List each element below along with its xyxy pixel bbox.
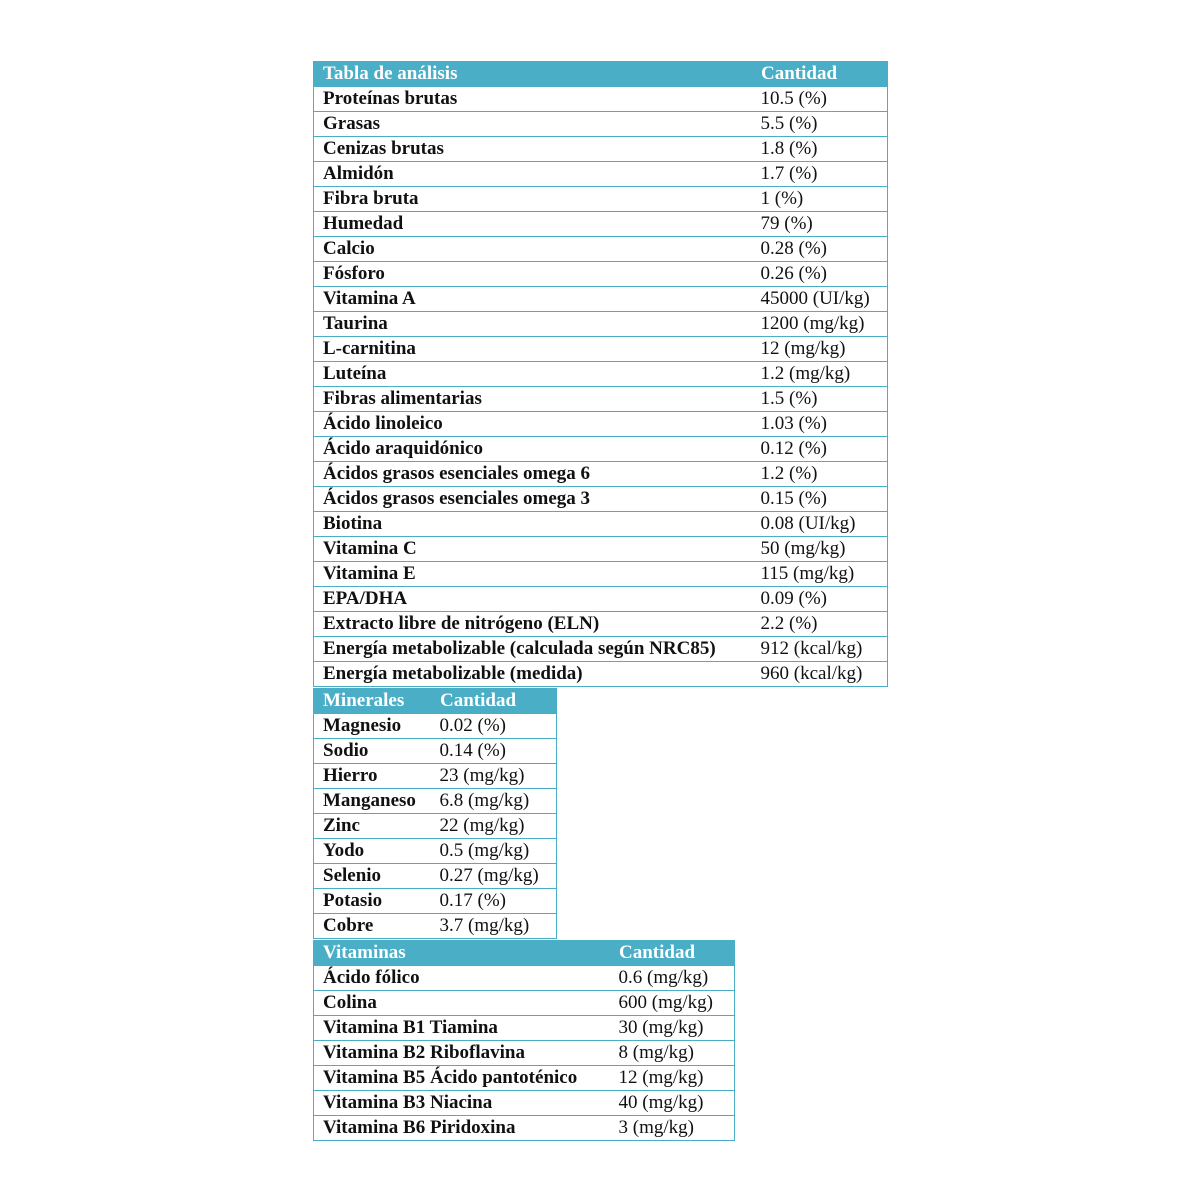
minerals-row-name: Yodo: [314, 839, 431, 864]
analysis-row: [314, 337, 888, 362]
minerals-row-value: 0.17 (%): [431, 889, 557, 914]
analysis-body: [314, 87, 888, 687]
analysis-row-value: 0.26 (%): [752, 262, 888, 287]
vitamins-row-name: Ácido fólico: [314, 966, 610, 991]
analysis-row-value: 5.5 (%): [752, 112, 888, 137]
analysis-row: [314, 237, 888, 262]
minerals-row: [314, 889, 557, 914]
analysis-row-name: Energía metabolizable (calculada según NRC85): [314, 637, 752, 662]
analysis-row-name: Ácidos grasos esenciales omega 6: [314, 462, 752, 487]
analysis-row: [314, 412, 888, 437]
minerals-row: [314, 714, 557, 739]
minerals-row: [314, 739, 557, 764]
analysis-row-value: 12 (mg/kg): [752, 337, 888, 362]
analysis-row-value: 0.15 (%): [752, 487, 888, 512]
analysis-row-name: Extracto libre de nitrógeno (ELN): [314, 612, 752, 637]
minerals-row: [314, 864, 557, 889]
analysis-row: [314, 387, 888, 412]
analysis-row-value: 1.5 (%): [752, 387, 888, 412]
minerals-row-value: 3.7 (mg/kg): [431, 914, 557, 939]
vitamins-row: [314, 1041, 735, 1066]
minerals-row-name: Potasio: [314, 889, 431, 914]
vitamins-row: [314, 1116, 735, 1141]
vitamins-body: [314, 966, 735, 1141]
vitamins-row-value: 3 (mg/kg): [610, 1116, 735, 1141]
analysis-row-name: Grasas: [314, 112, 752, 137]
analysis-row-name: Vitamina A: [314, 287, 752, 312]
analysis-header-name: Tabla de análisis: [314, 62, 752, 87]
minerals-row-name: Hierro: [314, 764, 431, 789]
minerals-row-name: Sodio: [314, 739, 431, 764]
minerals-row-name: Magnesio: [314, 714, 431, 739]
vitamins-row: [314, 1091, 735, 1116]
minerals-row-value: 0.02 (%): [431, 714, 557, 739]
analysis-row-name: Luteína: [314, 362, 752, 387]
vitamins-row-value: 0.6 (mg/kg): [610, 966, 735, 991]
minerals-row-value: 23 (mg/kg): [431, 764, 557, 789]
minerals-row-name: Manganeso: [314, 789, 431, 814]
analysis-row-name: Fibra bruta: [314, 187, 752, 212]
analysis-row-value: 1.2 (mg/kg): [752, 362, 888, 387]
vitamins-row-value: 40 (mg/kg): [610, 1091, 735, 1116]
minerals-header-row: [314, 689, 557, 714]
analysis-row-name: Taurina: [314, 312, 752, 337]
analysis-row: [314, 137, 888, 162]
analysis-row: [314, 612, 888, 637]
analysis-row-value: 50 (mg/kg): [752, 537, 888, 562]
analysis-row-value: 1.03 (%): [752, 412, 888, 437]
analysis-row-name: Ácido linoleico: [314, 412, 752, 437]
minerals-row: [314, 839, 557, 864]
vitamins-row: [314, 991, 735, 1016]
analysis-row-value: 0.28 (%): [752, 237, 888, 262]
minerals-row-value: 0.27 (mg/kg): [431, 864, 557, 889]
analysis-row-value: 0.12 (%): [752, 437, 888, 462]
analysis-row-name: Energía metabolizable (medida): [314, 662, 752, 687]
analysis-row-value: 79 (%): [752, 212, 888, 237]
analysis-row-value: 1.7 (%): [752, 162, 888, 187]
analysis-row-value: 10.5 (%): [752, 87, 888, 112]
analysis-row-name: L-carnitina: [314, 337, 752, 362]
minerals-row: [314, 764, 557, 789]
analysis-row: [314, 537, 888, 562]
analysis-row-name: Fibras alimentarias: [314, 387, 752, 412]
vitamins-row: [314, 966, 735, 991]
analysis-row-value: 1.2 (%): [752, 462, 888, 487]
vitamins-row-value: 30 (mg/kg): [610, 1016, 735, 1041]
analysis-row-name: EPA/DHA: [314, 587, 752, 612]
analysis-row: [314, 212, 888, 237]
minerals-body: [314, 714, 557, 939]
vitamins-row-name: Vitamina B5 Ácido pantoténico: [314, 1066, 610, 1091]
analysis-row-value: 115 (mg/kg): [752, 562, 888, 587]
vitamins-row-value: 8 (mg/kg): [610, 1041, 735, 1066]
minerals-row: [314, 814, 557, 839]
minerals-row-value: 22 (mg/kg): [431, 814, 557, 839]
analysis-row-value: 0.08 (UI/kg): [752, 512, 888, 537]
analysis-row: [314, 512, 888, 537]
analysis-row: [314, 462, 888, 487]
vitamins-row-name: Vitamina B2 Riboflavina: [314, 1041, 610, 1066]
analysis-row-name: Ácidos grasos esenciales omega 3: [314, 487, 752, 512]
analysis-row: [314, 87, 888, 112]
analysis-row: [314, 637, 888, 662]
minerals-row-name: Selenio: [314, 864, 431, 889]
analysis-row-value: 45000 (UI/kg): [752, 287, 888, 312]
analysis-row-value: 960 (kcal/kg): [752, 662, 888, 687]
minerals-table: [313, 688, 557, 939]
analysis-row: [314, 162, 888, 187]
minerals-header-value: Cantidad: [431, 689, 557, 714]
analysis-row: [314, 487, 888, 512]
vitamins-row-name: Colina: [314, 991, 610, 1016]
vitamins-header-value: Cantidad: [610, 941, 735, 966]
minerals-row-value: 0.14 (%): [431, 739, 557, 764]
minerals-row: [314, 914, 557, 939]
analysis-row-name: Biotina: [314, 512, 752, 537]
minerals-row-name: Zinc: [314, 814, 431, 839]
vitamins-row-value: 600 (mg/kg): [610, 991, 735, 1016]
analysis-row: [314, 562, 888, 587]
analysis-row: [314, 312, 888, 337]
vitamins-row-name: Vitamina B1 Tiamina: [314, 1016, 610, 1041]
vitamins-row-value: 12 (mg/kg): [610, 1066, 735, 1091]
analysis-header-value: Cantidad: [752, 62, 888, 87]
analysis-row-name: Calcio: [314, 237, 752, 262]
analysis-row-value: 1.8 (%): [752, 137, 888, 162]
analysis-header-row: [314, 62, 888, 87]
analysis-row-value: 2.2 (%): [752, 612, 888, 637]
analysis-row-value: 1 (%): [752, 187, 888, 212]
vitamins-header-name: Vitaminas: [314, 941, 610, 966]
vitamins-header-row: [314, 941, 735, 966]
vitamins-row: [314, 1066, 735, 1091]
analysis-row: [314, 187, 888, 212]
analysis-row: [314, 662, 888, 687]
vitamins-table: [313, 940, 735, 1141]
analysis-table: [313, 61, 888, 687]
analysis-row: [314, 287, 888, 312]
minerals-row-name: Cobre: [314, 914, 431, 939]
analysis-row-name: Proteínas brutas: [314, 87, 752, 112]
analysis-row: [314, 112, 888, 137]
minerals-row-value: 0.5 (mg/kg): [431, 839, 557, 864]
minerals-header-name: Minerales: [314, 689, 431, 714]
analysis-row-name: Almidón: [314, 162, 752, 187]
vitamins-row-name: Vitamina B3 Niacina: [314, 1091, 610, 1116]
analysis-row: [314, 362, 888, 387]
analysis-row-name: Fósforo: [314, 262, 752, 287]
analysis-row: [314, 262, 888, 287]
analysis-row-name: Cenizas brutas: [314, 137, 752, 162]
minerals-row-value: 6.8 (mg/kg): [431, 789, 557, 814]
analysis-row-name: Ácido araquidónico: [314, 437, 752, 462]
analysis-row-value: 912 (kcal/kg): [752, 637, 888, 662]
analysis-row-value: 0.09 (%): [752, 587, 888, 612]
analysis-row: [314, 437, 888, 462]
analysis-row: [314, 587, 888, 612]
minerals-row: [314, 789, 557, 814]
analysis-row-name: Vitamina E: [314, 562, 752, 587]
vitamins-row: [314, 1016, 735, 1041]
analysis-row-value: 1200 (mg/kg): [752, 312, 888, 337]
analysis-row-name: Vitamina C: [314, 537, 752, 562]
analysis-row-name: Humedad: [314, 212, 752, 237]
vitamins-row-name: Vitamina B6 Piridoxina: [314, 1116, 610, 1141]
